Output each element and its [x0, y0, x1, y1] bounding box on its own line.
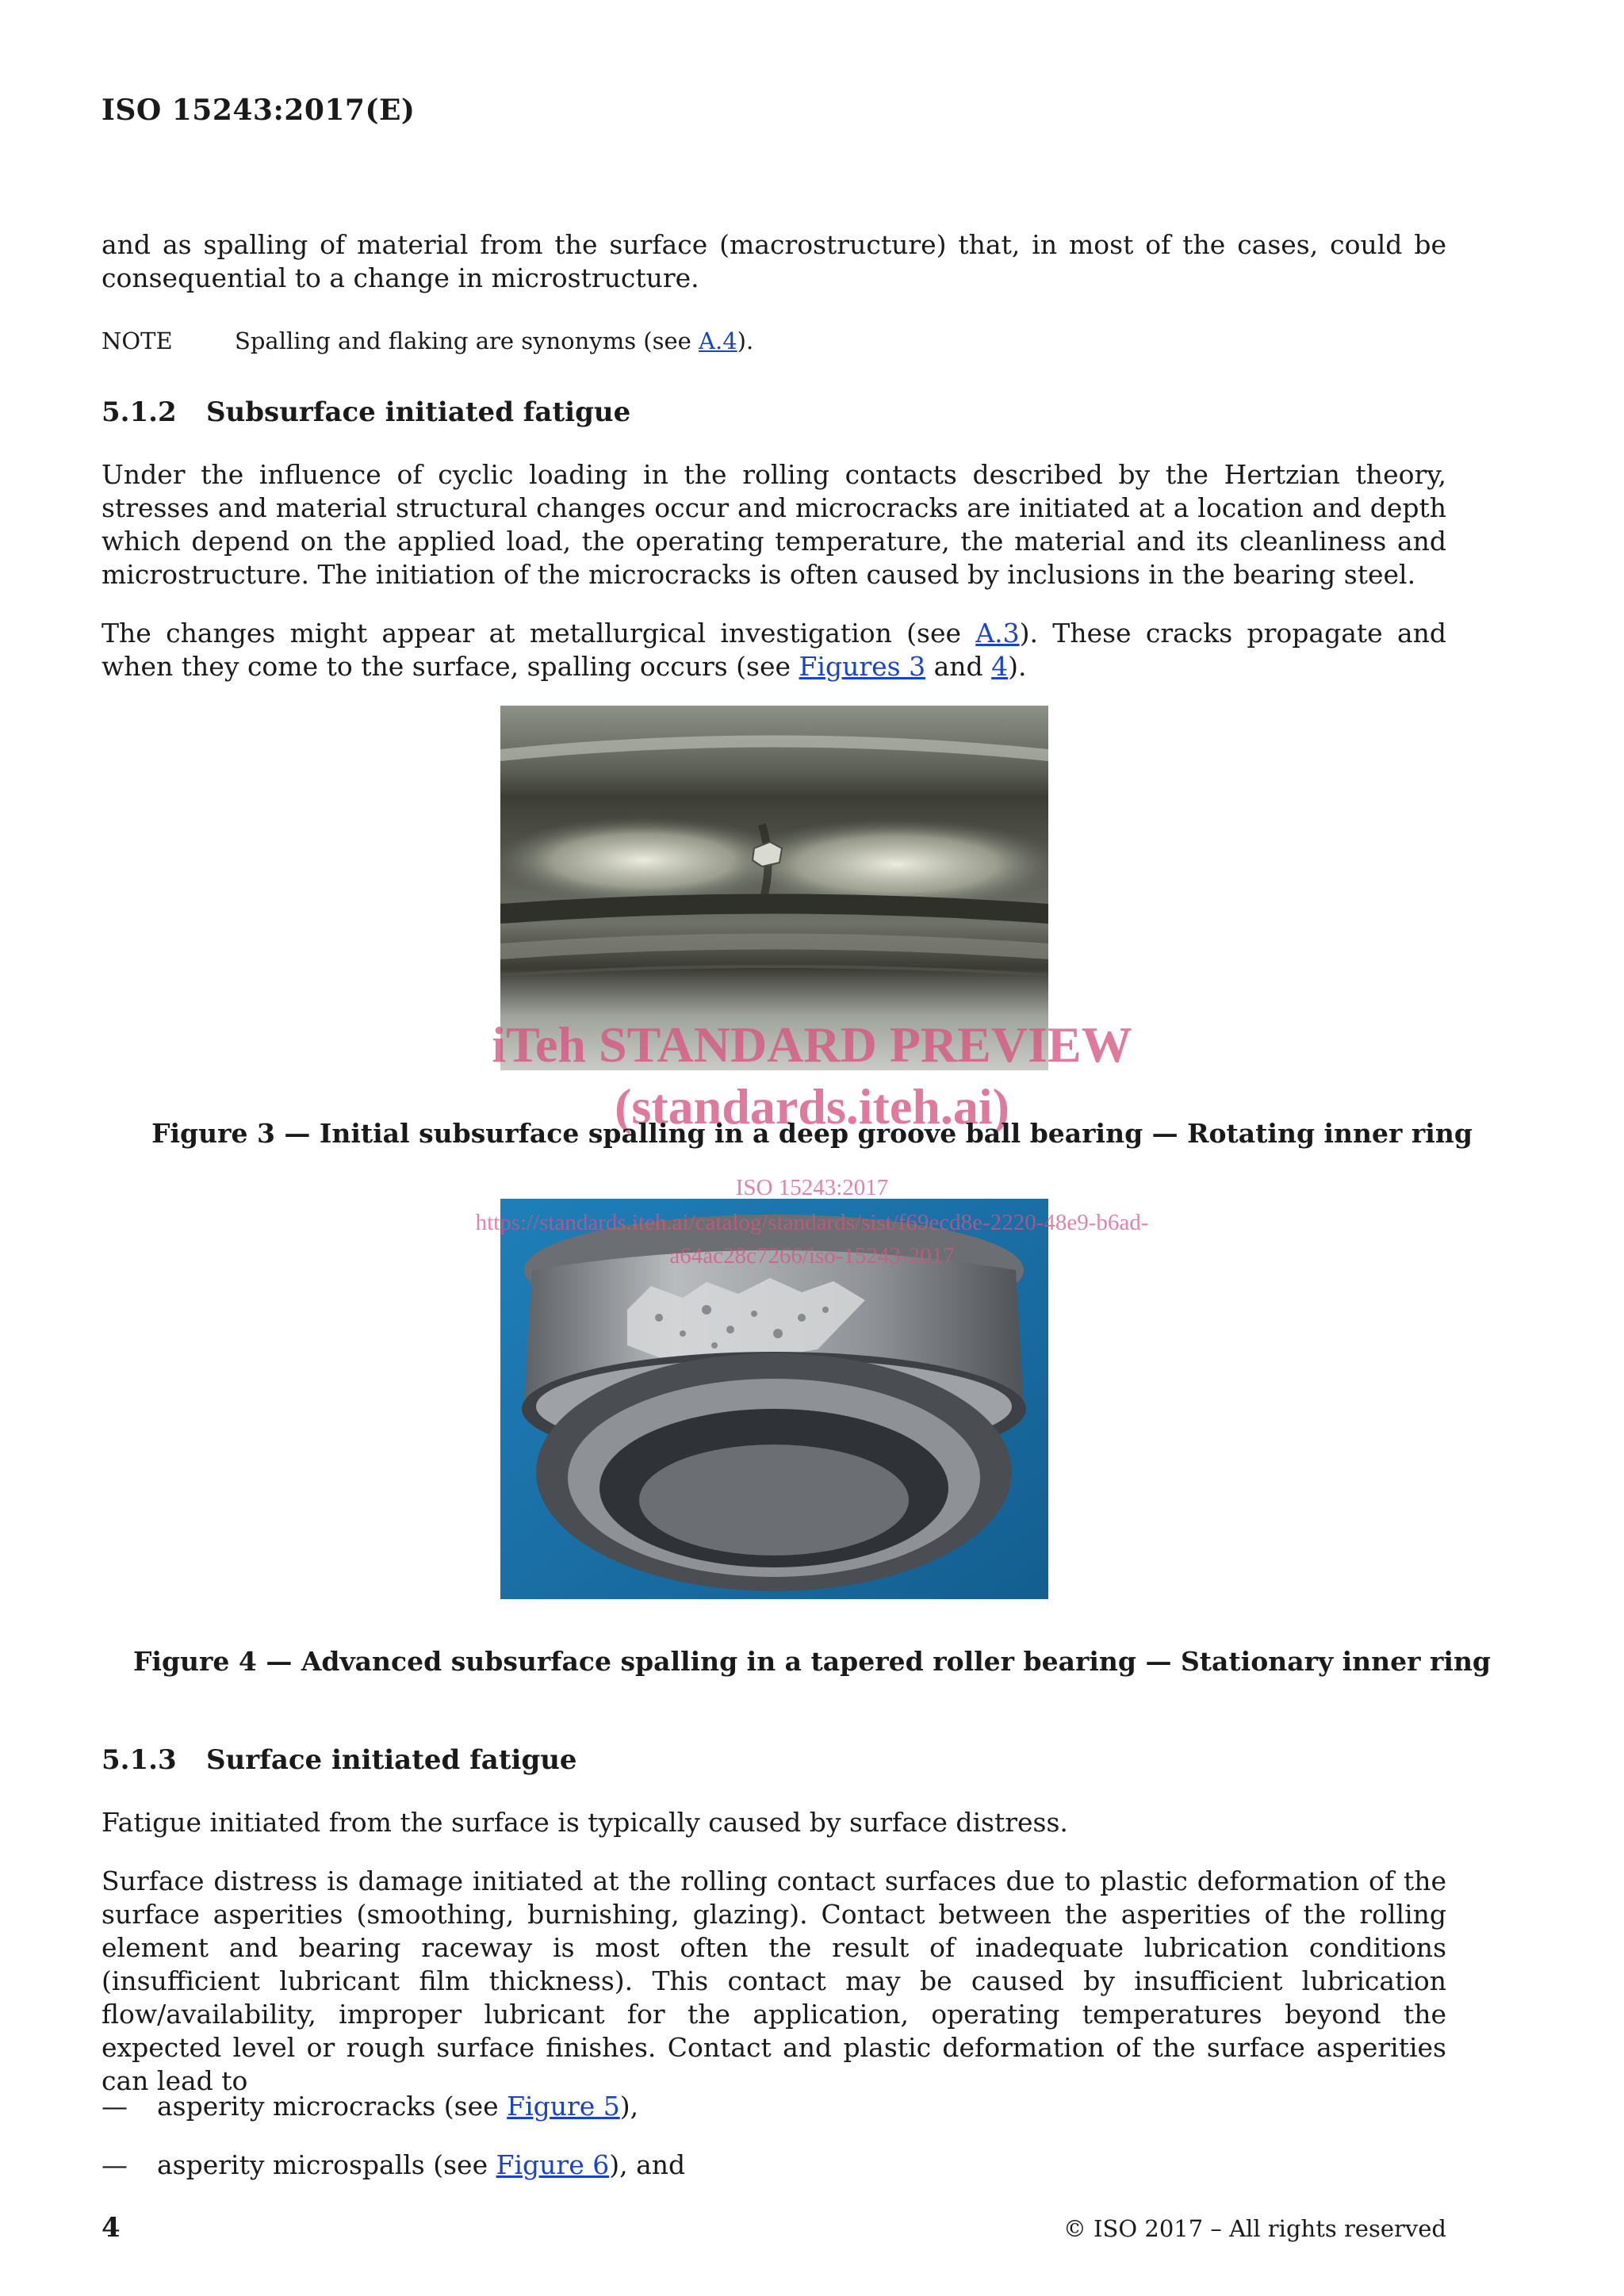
- watermark-subtitle: (standards.iteh.ai): [615, 1078, 1009, 1135]
- link-annex-a3[interactable]: A.3: [975, 618, 1020, 649]
- figure-3-caption: Figure 3 — Initial subsurface spalling in a deep groove ball bearing — Rotating inner ring: [151, 1118, 1473, 1149]
- note-text-before: Spalling and flaking are synonyms (see: [235, 327, 699, 354]
- para-text: and: [925, 651, 992, 682]
- para-text: The changes might appear at metallurgical investigation (see: [102, 618, 976, 649]
- copyright-notice: © ISO 2017 – All rights reserved: [1063, 2215, 1446, 2242]
- list-item-asperity-microcracks: [102, 2090, 638, 2123]
- list-text-before: asperity microspalls (see: [157, 2149, 496, 2180]
- note-label: NOTE: [102, 327, 173, 354]
- note: [102, 325, 753, 357]
- section-heading-5-1-3: [102, 1743, 577, 1777]
- link-annex-a4[interactable]: A.4: [699, 327, 737, 354]
- link-figure-6[interactable]: Figure 6: [496, 2149, 610, 2180]
- list-text-after: ), and: [609, 2149, 686, 2180]
- section-5-1-3-paragraph-1: Fatigue initiated from the surface is typically caused by surface distress.: [102, 1807, 1068, 1838]
- figure-3-photo: [500, 706, 1048, 1070]
- para-text: ).: [1008, 651, 1027, 682]
- watermark-url-line-2: a64ac28c7266/iso-15243-2017: [669, 1243, 955, 1269]
- section-title: Subsurface initiated fatigue: [206, 396, 631, 428]
- section-heading-5-1-2: [102, 395, 630, 430]
- list-dash: —: [102, 2091, 128, 2122]
- section-number: 5.1.3: [102, 1744, 177, 1776]
- page-number: 4: [102, 2212, 121, 2244]
- section-title: Surface initiated fatigue: [206, 1744, 577, 1776]
- link-figure-4[interactable]: 4: [991, 651, 1009, 682]
- section-5-1-3-paragraph-2: Surface distress is damage initiated at the rolling contact surfaces due to plastic deformation of the surface asperities (smoothing, burnishing, glazing). Contact between the asperities of the rolling element and bearing raceway is most often the result of inadequate lubrication conditions (insufficient lubricant film thickness). This contact may be caused by insufficient lubrication flow/availability, improper lubricant for the application, operating temperatures beyond the expected level or rough surface finishes. Contact and plastic deformation of the surface asperities can lead to: [102, 1866, 1446, 2096]
- standard-id-header: ISO 15243:2017(E): [102, 94, 416, 127]
- section-number: 5.1.2: [102, 396, 177, 428]
- list-item-asperity-microspalls: [102, 2149, 685, 2182]
- link-figure-5[interactable]: Figure 5: [507, 2091, 620, 2122]
- para-text: ). These cracks propagate and when they come to the surface, spalling occurs (see: [102, 618, 1446, 682]
- link-figure-3[interactable]: Figures 3: [799, 651, 926, 682]
- note-text-after: ).: [737, 327, 754, 354]
- list-text-before: asperity microcracks (see: [157, 2091, 508, 2122]
- list-dash: —: [102, 2149, 128, 2180]
- section-5-1-2-paragraph-2: [102, 617, 1446, 683]
- watermark-standard-number: ISO 15243:2017: [735, 1175, 889, 1200]
- section-5-1-2-paragraph-1: Under the influence of cyclic loading in the rolling contacts described by the Hertzian theory, stresses and material structural changes occur and microcracks are initiated at a location and depth which depend on the applied load, the operating temperature, the material and its cleanliness and microstructure. The initiation of the microcracks is often caused by inclusions in the bearing steel.: [102, 459, 1446, 590]
- bearing-inner-ring-photo: [500, 706, 1048, 1070]
- watermark-title: iTeh STANDARD PREVIEW: [492, 1016, 1132, 1073]
- figure-4-caption: Figure 4 — Advanced subsurface spalling in a tapered roller bearing — Stationary inner ring: [132, 1646, 1492, 1677]
- list-text-after: ),: [619, 2091, 639, 2122]
- intro-continuation-paragraph: and as spalling of material from the surface (macrostructure) that, in most of the cases, could be consequential to a change in microstructure.: [102, 229, 1446, 293]
- watermark-url-line-1: https://standards.iteh.ai/catalog/standards/sist/f69ecd8e-2220-48e9-b6ad-: [475, 1210, 1149, 1235]
